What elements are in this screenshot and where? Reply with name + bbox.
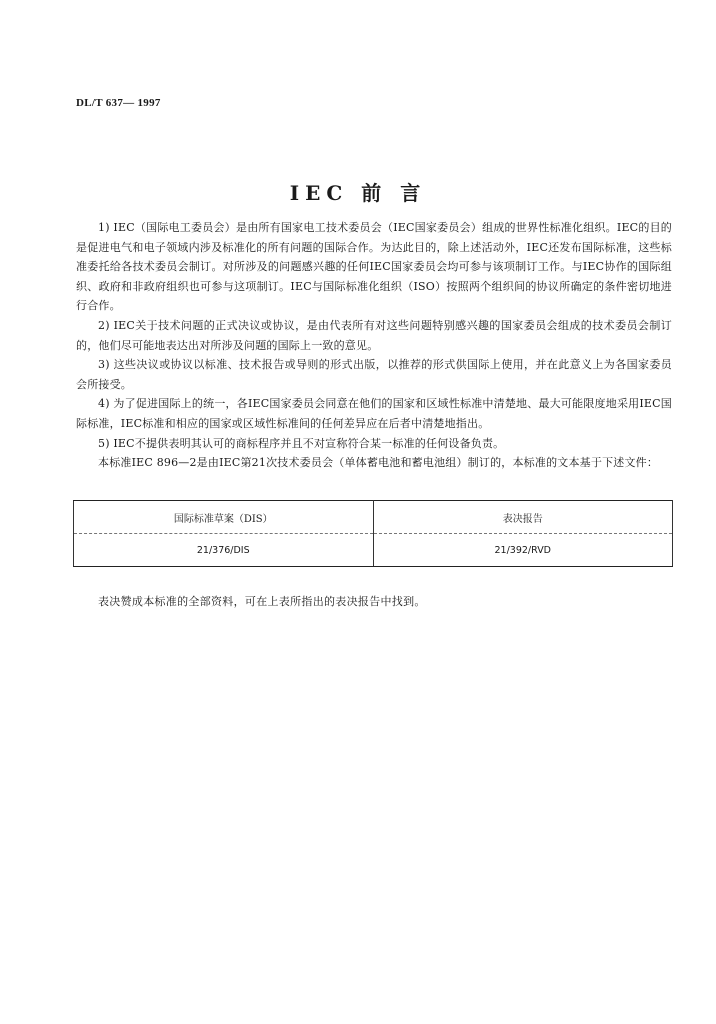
paragraph-3: 3) 这些决议或协议以标准、技术报告或导则的形式出版，以推荐的形式供国际上使用，并在此意义上为各国家委员会所接受。: [76, 358, 672, 391]
foreword-body: [76, 218, 672, 473]
paragraph-2: 2) IEC关于技术问题的正式决议或协议，是由代表所有对这些问题特别感兴趣的国家委员会组成的技术委员会制订的，他们尽可能地表达出对所涉及问题的国际上一致的意见。: [76, 318, 672, 352]
table-header-row: [74, 501, 673, 534]
paragraph-4: 4) 为了促进国际上的统一，各IEC国家委员会同意在他们的国家和区域性标准中清楚地、最大可能限度地采用IEC国际标准，IEC标准和相应的国家或区域性标准间的任何差异应在后者中清楚地指出。: [76, 397, 672, 430]
paragraph-1: 1) IEC（国际电工委员会）是由所有国家电工技术委员会（IEC国家委员会）组成的世界性标准化组织。IEC的目的是促进电气和电子领域内涉及标准化的所有问题的国际合作。为达此目的，除上述活动外，IEC还发布国际标准，这些标准委托给各技术委员会制订。对所涉及的问题感兴趣的任何IEC国家委员会均可参与该项制订工作。与IEC协作的国际组织、政府和非政府组织也可参与这项制订。IEC与国际标准化组织（ISO）按照两个组织间的协议所确定的条件密切地进行合作。: [76, 221, 672, 313]
page-title: IEC 前 言: [289, 181, 427, 205]
table-header-dis: 国际标准草案（DIS）: [74, 501, 374, 534]
paragraph-5: 5) IEC不提供表明其认可的商标程序并且不对宣称符合某一标准的任何设备负责。: [98, 436, 505, 450]
reference-table: [73, 500, 673, 567]
table-row: [74, 534, 673, 567]
table-cell-dis: 21/376/DIS: [74, 534, 374, 567]
table-cell-rvd: 21/392/RVD: [373, 534, 673, 567]
paragraph-basis: 本标准IEC 896—2是由IEC第21次技术委员会（单体蓄电池和蓄电池组）制订的，本标准的文本基于下述文件：: [98, 456, 659, 470]
table-header-rvd: 表决报告: [373, 501, 673, 534]
document-code: DL/T 637— 1997: [76, 97, 161, 109]
footer-note: 表决赞成本标准的全部资料，可在上表所指出的表决报告中找到。: [98, 595, 426, 608]
